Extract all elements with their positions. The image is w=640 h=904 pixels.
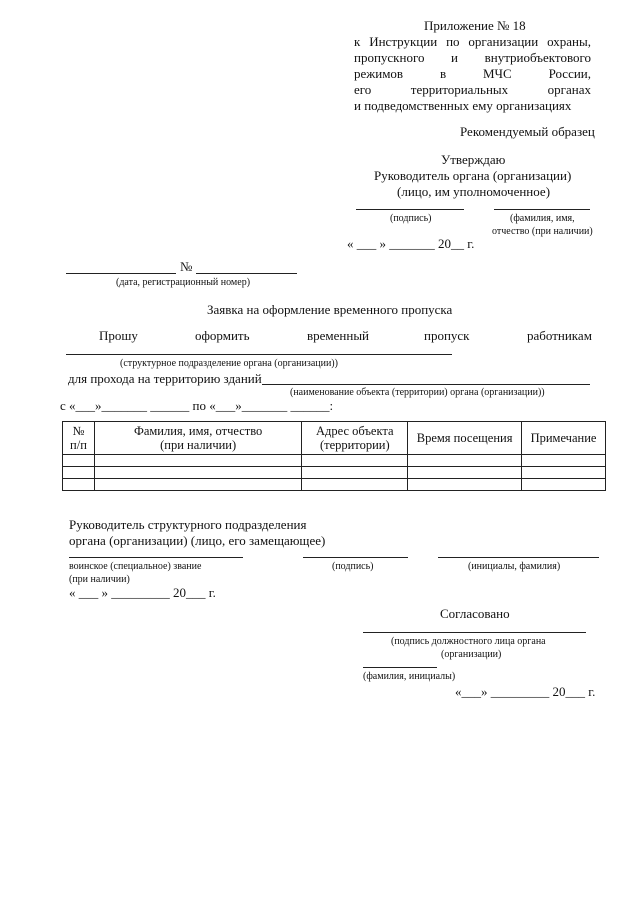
head-initials-caption: (инициалы, фамилия) — [468, 561, 561, 572]
appendix-line-1: к Инструкции по организации охраны, — [354, 34, 591, 49]
table-row — [63, 467, 606, 479]
approve-name-caption-1: (фамилия, имя, — [510, 213, 575, 224]
head-line-1: Руководитель структурного подразделения — [69, 517, 307, 532]
request-word-3: временный — [307, 328, 370, 343]
approve-line-2: (лицо, им уполномоченное) — [397, 184, 551, 199]
approve-name-line — [494, 209, 590, 210]
approve-title: Утверждаю — [441, 152, 506, 167]
table-row — [63, 479, 606, 491]
reg-caption: (дата, регистрационный номер) — [116, 277, 251, 288]
appendix-line-2: пропускного и внутриобъектового — [354, 50, 591, 65]
approve-sign-caption: (подпись) — [390, 213, 432, 224]
table-row — [63, 455, 606, 467]
head-date: « ___ » _________ 20___ г. — [69, 585, 216, 600]
approve-line-1: Руководитель органа (организации) — [374, 168, 572, 183]
agreed-sign-line — [363, 632, 586, 633]
period-line: с «___»_______ ______ по «___»_______ ______: — [60, 398, 334, 413]
rank-caption-2: (при наличии) — [69, 574, 130, 585]
request-word-4: пропуск — [424, 328, 470, 343]
rank-line — [69, 557, 243, 558]
approve-name-caption-2: отчество (при наличии) — [492, 226, 593, 237]
agreed-sign-caption-1: (подпись должностного лица органа — [391, 636, 546, 647]
request-word-2: оформить — [195, 328, 250, 343]
reg-number-line — [196, 273, 297, 274]
approve-date: « ___ » _______ 20__ г. — [347, 236, 475, 251]
request-word-1: Прошу — [99, 328, 138, 343]
appendix-title: Приложение № 18 — [424, 18, 526, 33]
pass-text: для прохода на территорию зданий — [68, 371, 262, 386]
object-caption: (наименование объекта (территории) органа (организации)) — [290, 387, 545, 398]
agreed-title: Согласовано — [440, 606, 510, 621]
approve-sign-line — [356, 209, 464, 210]
col-address-header: Адрес объекта (территории) — [302, 422, 408, 455]
reg-date-line — [66, 273, 176, 274]
col-note-header: Примечание — [522, 422, 606, 455]
head-line-2: органа (организации) (лицо, его замещающее) — [69, 533, 326, 548]
unit-line — [66, 354, 452, 355]
rank-caption-1: воинское (специальное) звание — [69, 561, 202, 572]
table-header-row — [63, 422, 606, 455]
head-initials-line — [438, 557, 599, 558]
object-line — [262, 384, 590, 385]
visitors-table — [62, 421, 606, 491]
appendix-line-4: его территориальных органах — [354, 82, 591, 97]
col-number-header: № п/п — [63, 422, 95, 455]
unit-caption: (структурное подразделение органа (организации)) — [120, 358, 338, 369]
head-sign-line — [303, 557, 408, 558]
col-name-header: Фамилия, имя, отчество (при наличии) — [94, 422, 301, 455]
request-heading: Заявка на оформление временного пропуска — [207, 302, 453, 317]
appendix-line-5: и подведомственных ему организациях — [354, 98, 572, 113]
agreed-name-caption: (фамилия, инициалы) — [363, 671, 456, 682]
sample-label: Рекомендуемый образец — [460, 124, 595, 139]
agreed-sign-caption-2: (организации) — [441, 649, 502, 660]
appendix-line-3: режимов в МЧС России, — [354, 66, 591, 81]
agreed-name-line — [363, 667, 437, 668]
reg-number-sign: № — [180, 259, 193, 274]
request-word-5: работникам — [527, 328, 592, 343]
col-time-header: Время посещения — [408, 422, 522, 455]
head-sign-caption: (подпись) — [332, 561, 374, 572]
agreed-date: «___» _________ 20___ г. — [455, 684, 596, 699]
